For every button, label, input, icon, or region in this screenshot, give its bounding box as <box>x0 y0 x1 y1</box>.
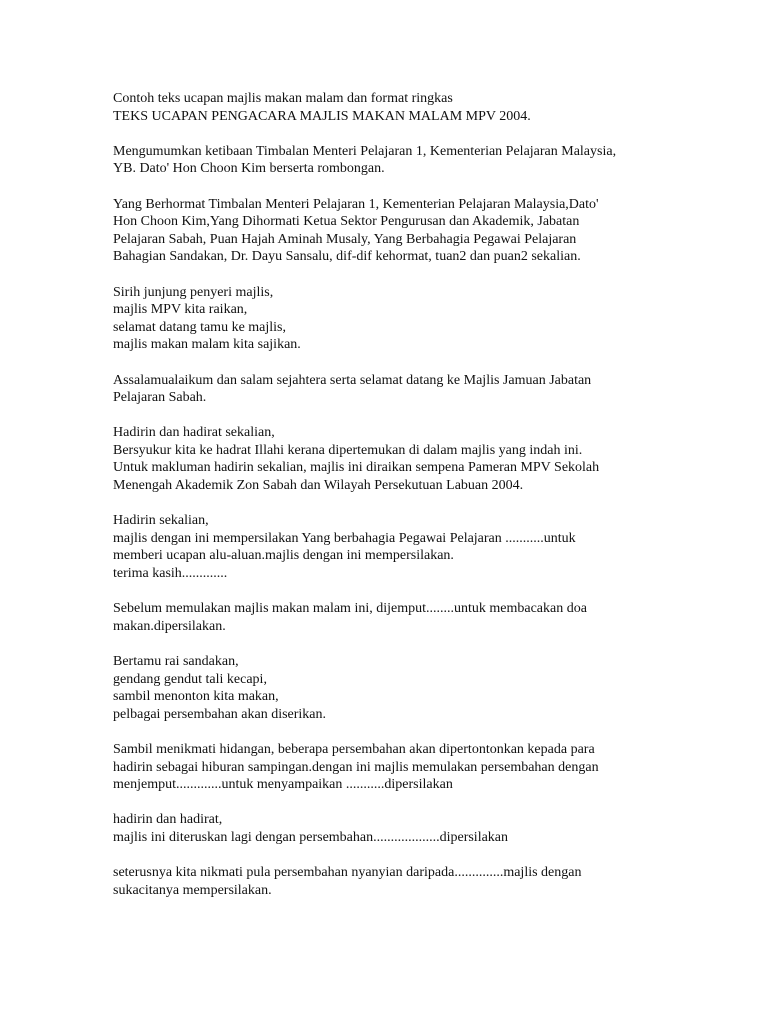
paragraph <box>113 512 673 582</box>
text-line: Sambil menikmati hidangan, beberapa persembahan akan dipertontonkan kepada para <box>113 741 595 757</box>
paragraph <box>113 864 673 899</box>
text-line: seterusnya kita nikmati pula persembahan nyanyian daripada..............majlis dengan <box>113 865 582 881</box>
text-line: sukacitanya mempersilakan. <box>113 882 272 898</box>
text-line: Assalamualaikum dan salam sejahtera serta selamat datang ke Majlis Jamuan Jabatan <box>113 372 592 388</box>
text-line: majlis MPV kita raikan, <box>113 302 248 318</box>
text-line: Untuk makluman hadirin sekalian, majlis ini diraikan sempena Pameran MPV Sekolah <box>113 460 600 476</box>
text-line: makan.dipersilakan. <box>113 618 226 634</box>
paragraph <box>113 600 673 635</box>
paragraph <box>113 811 673 846</box>
text-line: pelbagai persembahan akan diserikan. <box>113 706 327 722</box>
paragraph <box>113 741 673 794</box>
text-line: hadirin sebagai hiburan sampingan.dengan ini majlis memulakan persembahan dengan <box>113 759 599 775</box>
text-line: majlis ini diteruskan lagi dengan persembahan...................dipersilakan <box>113 829 509 845</box>
text-line: sambil menonton kita makan, <box>113 689 279 705</box>
paragraph-list <box>113 143 673 900</box>
paragraph <box>113 143 673 178</box>
text-line: memberi ucapan alu-aluan.majlis dengan ini mempersilakan. <box>113 548 454 564</box>
text-line: Bertamu rai sandakan, <box>113 654 239 669</box>
text-line: Hadirin dan hadirat sekalian, <box>113 425 275 441</box>
text-line: YB. Dato' Hon Choon Kim berserta rombongan. <box>113 161 385 177</box>
text-line: majlis dengan ini mempersilakan Yang berbahagia Pegawai Pelajaran ...........untuk <box>113 530 576 546</box>
paragraph <box>113 653 673 723</box>
text-line: terima kasih............. <box>113 566 228 582</box>
document-title: Contoh teks ucapan majlis makan malam dan format ringkas <box>113 91 453 106</box>
text-line: majlis makan malam kita sajikan. <box>113 337 301 353</box>
text-line: Mengumumkan ketibaan Timbalan Menteri Pelajaran 1, Kementerian Pelajaran Malaysia, <box>113 143 617 159</box>
text-line: Pelajaran Sabah, Puan Hajah Aminah Musaly, Yang Berbahagia Pegawai Pelajaran <box>113 231 577 247</box>
text-line: Sebelum memulakan majlis makan malam ini, dijemput........untuk membacakan doa <box>113 601 587 617</box>
paragraph <box>113 196 673 266</box>
text-line: Yang Berhormat Timbalan Menteri Pelajaran 1, Kementerian Pelajaran Malaysia,Dato' <box>113 196 599 212</box>
document-body <box>113 90 673 917</box>
paragraph <box>113 372 673 407</box>
text-line: hadirin dan hadirat, <box>113 812 223 828</box>
text-line: Sirih junjung penyeri majlis, <box>113 284 274 300</box>
text-line: Hadirin sekalian, <box>113 513 209 529</box>
text-line: Hon Choon Kim,Yang Dihormati Ketua Sektor Pengurusan dan Akademik, Jabatan <box>113 214 580 230</box>
text-line: gendang gendut tali kecapi, <box>113 671 267 687</box>
text-line: Menengah Akademik Zon Sabah dan Wilayah Persekutuan Labuan 2004. <box>113 478 524 494</box>
text-line: selamat datang tamu ke majlis, <box>113 319 287 335</box>
text-line: Bersyukur kita ke hadrat Illahi kerana dipertemukan di dalam majlis yang indah ini. <box>113 442 583 458</box>
text-line: menjemput.............untuk menyampaikan ...........dipersilakan <box>113 777 453 793</box>
document-heading <box>113 90 673 125</box>
document-subtitle: TEKS UCAPAN PENGACARA MAJLIS MAKAN MALAM MPV 2004. <box>113 108 531 124</box>
text-line: Bahagian Sandakan, Dr. Dayu Sansalu, dif-dif kehormat, tuan2 dan puan2 sekalian. <box>113 249 581 265</box>
text-line: Pelajaran Sabah. <box>113 390 207 406</box>
paragraph <box>113 284 673 354</box>
paragraph <box>113 424 673 494</box>
